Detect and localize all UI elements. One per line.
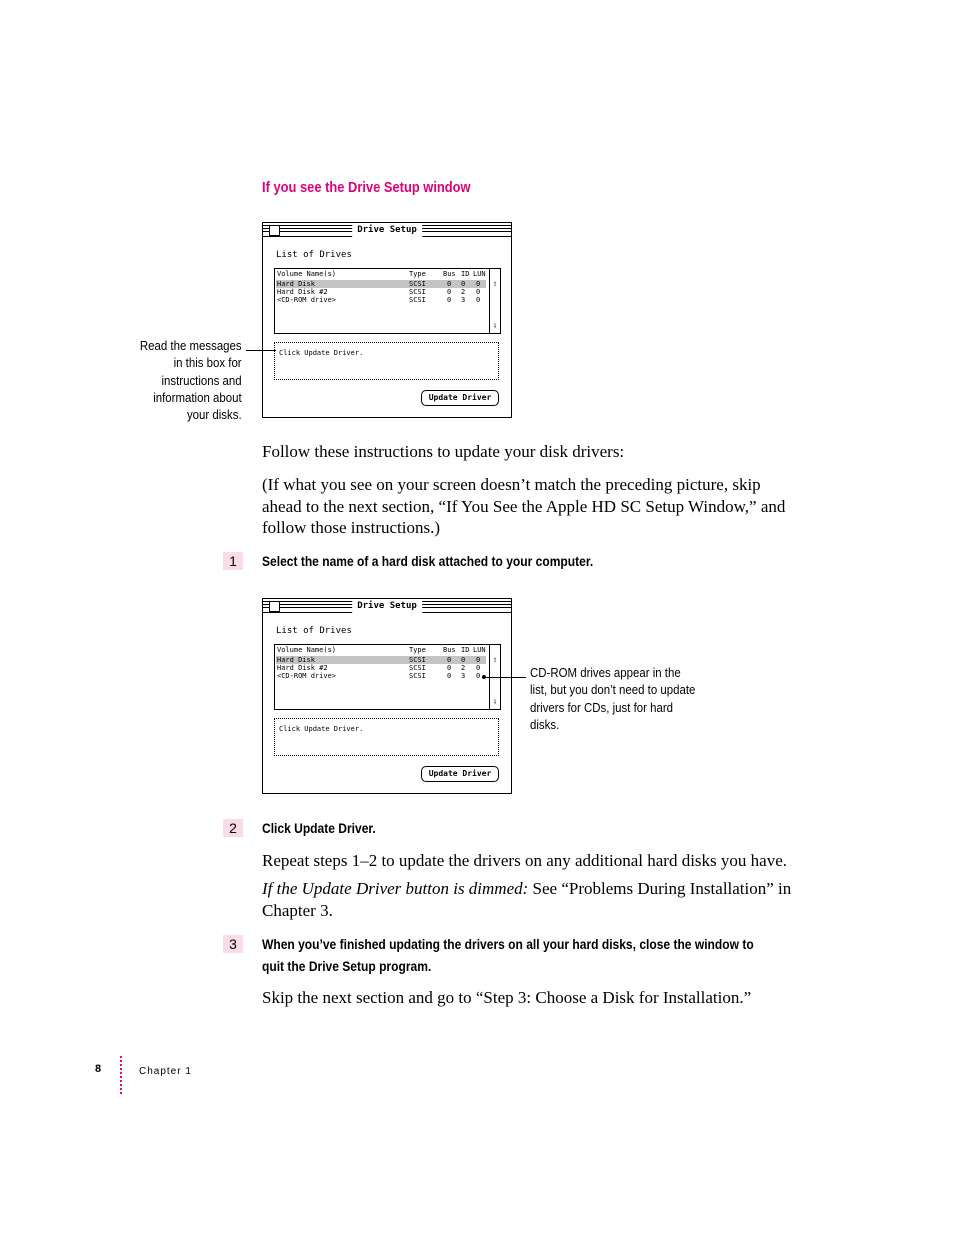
note-line: ahead to the next section, “If You See the Apple HD SC Setup Window,” and	[262, 496, 786, 516]
drive-lun: 0	[476, 672, 481, 680]
callout-message-box	[140, 337, 242, 423]
drive-id: 0	[461, 656, 466, 664]
callout-leader-line	[246, 350, 276, 351]
close-box-icon[interactable]	[269, 601, 280, 612]
col-header-name: Volume Name(s)	[277, 270, 337, 278]
drive-lun: 0	[476, 664, 481, 672]
step-text: Click Update Driver.	[262, 820, 376, 836]
drive-bus: 0	[447, 280, 452, 288]
window-titlebar[interactable]	[263, 223, 511, 237]
drive-name[interactable]: <CD-ROM drive>	[277, 672, 337, 680]
drive-lun: 0	[476, 280, 481, 288]
dimmed-line-2: Chapter 3.	[262, 900, 333, 920]
step-number: 2	[223, 819, 243, 837]
update-driver-button[interactable]: Update Driver	[421, 390, 499, 406]
drive-bus: 0	[447, 656, 452, 664]
window-titlebar[interactable]	[263, 599, 511, 613]
note-line: follow those instructions.)	[262, 518, 441, 537]
drive-bus: 0	[447, 672, 452, 680]
drive-type: SCSI	[409, 288, 426, 296]
drive-setup-window	[262, 598, 512, 794]
col-header-lun: LUN	[473, 646, 486, 654]
drive-name[interactable]: Hard Disk #2	[277, 288, 328, 296]
callout-line: disks.	[530, 716, 560, 732]
window-title: Drive Setup	[352, 223, 422, 237]
callout-line: instructions and	[161, 372, 242, 388]
scroll-down-arrow-icon[interactable]: ⇩	[492, 697, 498, 706]
dimmed-rest: See “Problems During Installation” in	[528, 879, 792, 898]
drive-type: SCSI	[409, 296, 426, 304]
drive-lun: 0	[476, 296, 481, 304]
note-line: (If what you see on your screen doesn’t match the preceding picture, skip	[262, 475, 761, 494]
col-header-lun: LUN	[473, 270, 486, 278]
scroll-up-arrow-icon[interactable]: ⇧	[492, 279, 498, 288]
drive-name[interactable]: Hard Disk	[277, 280, 315, 288]
section-heading: If you see the Drive Setup window	[262, 179, 471, 196]
callout-cdrom	[530, 664, 695, 733]
message-box	[274, 342, 499, 380]
callout-line: in this box for	[173, 355, 242, 371]
message-box	[274, 718, 499, 756]
dimmed-paragraph	[262, 878, 807, 921]
footer-dots	[119, 1055, 123, 1095]
step-text	[262, 933, 754, 977]
drive-type: SCSI	[409, 664, 426, 672]
step-text-line: When you’ve finished updating the drivers on all your hard disks, close the window to	[262, 936, 754, 952]
drive-id: 0	[461, 280, 466, 288]
drive-type: SCSI	[409, 280, 426, 288]
col-header-type: Type	[409, 270, 426, 278]
col-header-type: Type	[409, 646, 426, 654]
drive-bus: 0	[447, 296, 452, 304]
col-header-name: Volume Name(s)	[277, 646, 337, 654]
message-text: Click Update Driver.	[279, 725, 364, 733]
scrollbar[interactable]	[489, 269, 500, 333]
drive-setup-window	[262, 222, 512, 418]
drive-name[interactable]: Hard Disk #2	[277, 664, 328, 672]
step-number: 3	[223, 935, 243, 953]
skip-paragraph: Skip the next section and go to “Step 3: Choose a Disk for Installation.”	[262, 988, 752, 1007]
intro-paragraph: Follow these instructions to update your disk drivers:	[262, 442, 625, 461]
scroll-down-arrow-icon[interactable]: ⇩	[492, 321, 498, 330]
step-number: 1	[223, 552, 243, 570]
col-header-id: ID	[461, 270, 470, 278]
drive-bus: 0	[447, 664, 452, 672]
callout-line: drivers for CDs, just for hard	[530, 699, 674, 715]
drive-name[interactable]: <CD-ROM drive>	[277, 296, 337, 304]
page-number: 8	[95, 1063, 102, 1075]
scroll-up-arrow-icon[interactable]: ⇧	[492, 655, 498, 664]
message-text: Click Update Driver.	[279, 349, 364, 357]
drive-lun: 0	[476, 288, 481, 296]
step-text-line: quit the Drive Setup program.	[262, 958, 432, 974]
drive-list[interactable]	[274, 644, 501, 710]
drive-id: 3	[461, 296, 466, 304]
list-of-drives-label: List of Drives	[276, 250, 352, 260]
callout-line: Read the messages	[140, 338, 242, 353]
dimmed-italic: If the Update Driver button is dimmed:	[262, 879, 529, 898]
close-box-icon[interactable]	[269, 225, 280, 236]
callout-line: your disks.	[187, 407, 242, 423]
callout-leader-line	[484, 677, 526, 678]
drive-id: 2	[461, 288, 466, 296]
callout-line: information about	[153, 389, 242, 405]
window-title: Drive Setup	[352, 599, 422, 613]
drive-type: SCSI	[409, 656, 426, 664]
drive-lun: 0	[476, 656, 481, 664]
drive-id: 2	[461, 664, 466, 672]
drive-name[interactable]: Hard Disk	[277, 656, 315, 664]
col-header-bus: Bus	[443, 646, 456, 654]
drive-list[interactable]	[274, 268, 501, 334]
step-text: Select the name of a hard disk attached to your computer.	[262, 553, 594, 569]
drive-bus: 0	[447, 288, 452, 296]
callout-line: CD-ROM drives appear in the	[530, 665, 681, 680]
update-driver-button[interactable]: Update Driver	[421, 766, 499, 782]
callout-line: list, but you don’t need to update	[530, 682, 696, 698]
col-header-bus: Bus	[443, 270, 456, 278]
repeat-paragraph: Repeat steps 1–2 to update the drivers on any additional hard disks you have.	[262, 851, 787, 870]
drive-id: 3	[461, 672, 466, 680]
list-of-drives-label: List of Drives	[276, 626, 352, 636]
chapter-label: Chapter 1	[139, 1066, 192, 1077]
note-paragraph	[262, 474, 807, 539]
col-header-id: ID	[461, 646, 470, 654]
drive-type: SCSI	[409, 672, 426, 680]
